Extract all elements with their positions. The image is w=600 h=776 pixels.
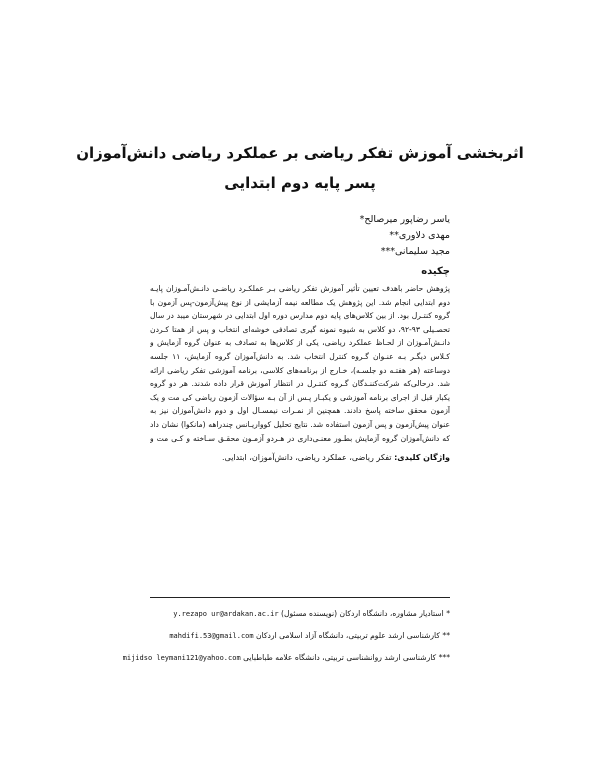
footnote-2 <box>150 629 450 651</box>
author-3: مجید سلیمانی*** <box>380 246 450 257</box>
footnote-text: کارشناسی ارشد روانشناسی تربیتی، دانشگاه علامه طباطبایی <box>243 653 437 662</box>
author-1: یاسر رضاپور میرصالح* <box>359 214 450 225</box>
keywords-line <box>150 453 450 462</box>
footnotes <box>122 607 450 673</box>
author-list <box>150 212 450 260</box>
keywords-text: تفکر ریاضی، عملکرد ریاضی، دانش‌آموزان، ابتدایی. <box>221 453 392 462</box>
footnote-marker: * <box>446 609 450 618</box>
abstract-body: پژوهش حاضر باهدف تعیین تأثیر آموزش تفکر ریاضی بـر عملکـرد ریاضـی دانـش‌آمـوزان پایـه دوم ابتدایی انجام شد. این پژوهش یک مطالعه نیمه آزمایشی از نوع پیش‌آزمون-پس آزمون با گروه کنتـرل بود. از بین کلاس‌های پایه دوم مدارس دوره اول ابتدایی در شهرستان میبد در سال تحصـیلی ۹۳-۹۲، دو کلاس به شیوه نمونه گیری تصادفی خوشه‌ای انتخاب و پس از همتا کـردن دانـش‌آمـوزان از لحـاظ عملکرد ریاضی، یکی از کلاس‌ها به تصادف به عنوان گروه آزمایش و کـلاس دیگـر بـه عنـوان گـروه کنترل انتخاب شد. به دانش‌آموزان گروه آزمایش، ۱۱ جلسه دوساعته (هر هفتـه دو جلسـه)، خـارج از برنامه‌های کلاسی، برنامه آموزشی تفکر ریاضی ارائه شد. درحالی‌که شرکت‌کننـدگان گـروه کنتـرل در انتظار آموزش قرار داده شدند. هر دو گروه یکبار قبل از اجرای برنامه آموزشی و یکبـار پـس از آن بـه سؤالات آزمون ریاضی کی مت و یک آزمون محقق ساخته پاسخ دادند. همچنین از نمـرات نیمسـال اول و دوم دانش‌آموزان نیز به عنوان پیش‌آزمون و پس آزمون استفاده شد. نتایج تحلیل کوواریـانس چندراهه (مانکوا) نشان داد که دانش‌آموزان گروه آزمایش بطـور معنـی‌داری در هـردو آزمـون محقـق سـاخته و کـی مت و <box>150 284 450 443</box>
footnote-3 <box>122 651 450 673</box>
author-2: مهدی دلاوری** <box>389 230 450 241</box>
keywords-label: واژگان کلیدی: <box>394 453 450 462</box>
footnote-text: استادیار مشاوره، دانشگاه اردکان (نویسنده مسئول) <box>281 609 444 618</box>
footnote-email: mijidso leymani121@yahoo.com <box>122 654 241 662</box>
footnote-email: mahdifi.53@gmail.com <box>169 632 254 640</box>
footnote-marker: ** <box>442 631 450 640</box>
footnote-email: y.rezapo ur@ardakan.ac.ir <box>173 610 279 618</box>
footnote-marker: *** <box>438 653 450 662</box>
footnote-separator <box>150 597 450 598</box>
footnote-text: کارشناسی ارشد علوم تربیتی، دانشگاه آزاد اسلامی اردکان <box>256 631 440 640</box>
article-title: اثربخشی آموزش تفکر ریاضی بر عملکرد ریاضی دانش‌آموزان پسر پایه دوم ابتدایی <box>76 144 524 192</box>
footnote-1 <box>150 607 450 629</box>
abstract-heading: چکیده <box>421 266 450 277</box>
